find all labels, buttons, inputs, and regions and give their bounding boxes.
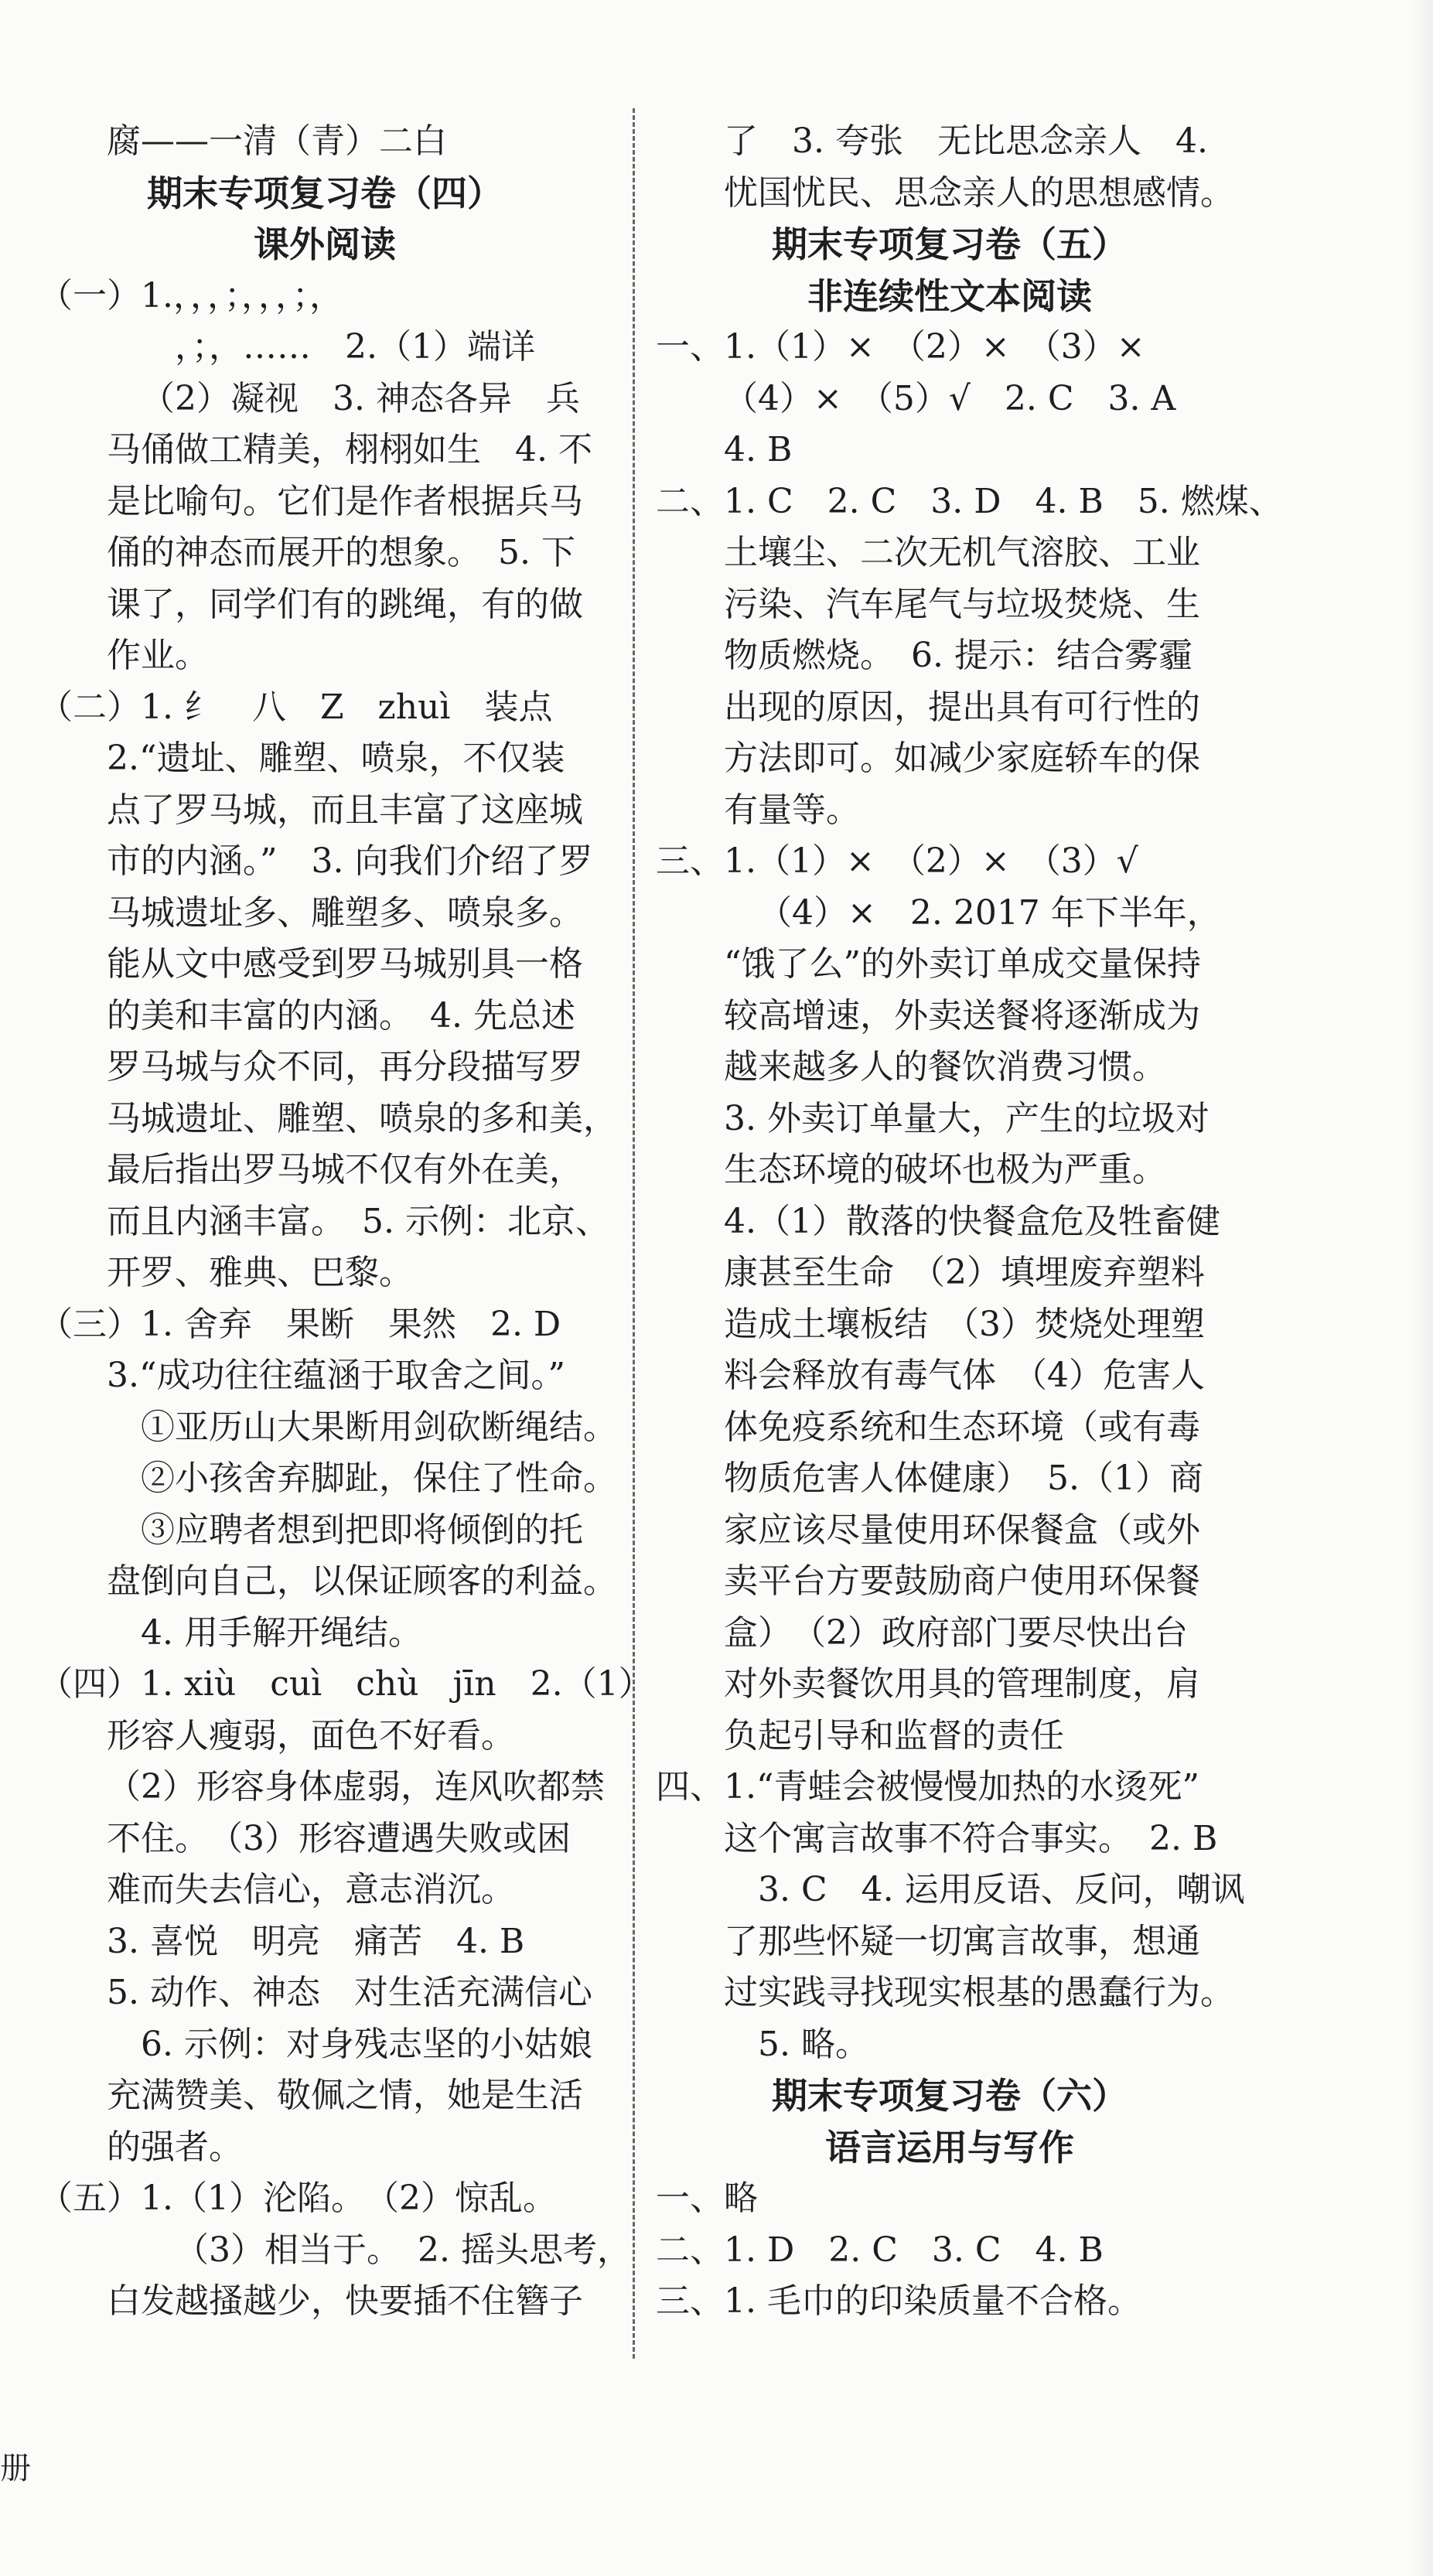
answer-line: 体免疫系统和生态环境（或有毒 [724,1407,1200,1447]
answer-line: 二、1. C 2. C 3. D 4. B 5. 燃煤、 [656,481,1283,521]
answer-line: 负起引导和监督的责任 [724,1715,1064,1755]
answer-line: 马城遗址多、雕塑多、喷泉多。 [107,892,583,933]
answer-line: 4.（1）散落的快餐盒危及牲畜健 [724,1201,1220,1241]
answer-line: 卖平台方要鼓励商户使用环保餐 [724,1561,1200,1601]
answer-line: 作业。 [107,636,209,675]
scan-edge-shadow [1411,0,1433,2576]
answer-line: ③应聘者想到把即将倾倒的托 [141,1510,583,1550]
answer-line: 二、1. D 2. C 3. C 4. B [656,2230,1104,2270]
answer-line: 是比喻句。它们是作者根据兵马 [107,481,583,521]
answer-line: 课了，同学们有的跳绳，有的做 [107,584,583,624]
answer-line: 充满赞美、敬佩之情，她是生活 [107,2076,583,2115]
section-heading: 期末专项复习卷（六） [772,2075,1128,2117]
answer-line: 四、1.“青蛙会被慢慢加热的水烫死” [656,1767,1199,1807]
left-answer-column [39,116,653,2328]
answer-line: 开罗、雅典、巴黎。 [107,1253,413,1292]
answer-line: 造成土壤板结 （3）焚烧处理塑 [724,1304,1205,1344]
answer-line: 6. 示例：对身残志坚的小姑娘 [141,2024,592,2064]
answer-line: 一、略 [656,2179,758,2218]
answer-line: 5. 动作、神态 对生活充满信心 [107,1973,592,2012]
answer-line: 这个寓言故事不符合事实。 2. B [724,1818,1218,1858]
answer-line: （2）形容身体虚弱，连风吹都禁 [107,1767,605,1807]
answer-line: 的美和丰富的内涵。 4. 先总述 [107,995,575,1036]
answer-line: 而且内涵丰富。 5. 示例：北京、 [107,1201,609,1241]
answer-line: 盘倒向自己，以保证顾客的利益。 [107,1561,617,1601]
answer-line: 一、1.（1）× （2）× （3）× [656,327,1145,367]
answer-line: 生态环境的破坏也极为严重。 [724,1150,1166,1189]
section-heading: 非连续性文本阅读 [807,275,1092,317]
answer-line: （四）1. xiù cuì chù jīn 2.（1） [39,1664,653,1704]
answer-line: 污染、汽车尾气与垃圾焚烧、生 [724,584,1200,624]
section-heading: 语言运用与写作 [825,2126,1074,2168]
answer-line: （4）× （5）√ 2. C 3. A [724,378,1176,418]
answer-line: ，；，…… 2.（1）端详 [175,327,535,367]
answer-line: 了那些怀疑一切寓言故事，想通 [724,1921,1200,1961]
answer-line: 家应该尽量使用环保餐盒（或外 [724,1510,1200,1550]
answer-line: 5. 略。 [758,2024,869,2064]
answer-line: 物质燃烧。 6. 提示：结合雾霾 [724,636,1192,675]
answer-line: 出现的原因，提出具有可行性的 [724,687,1200,727]
answer-line: “饿了么”的外卖订单成交量保持 [724,944,1201,984]
answer-line: 对外卖餐饮用具的管理制度，肩 [724,1664,1200,1704]
answer-line: 罗马城与众不同，再分段描写罗 [107,1047,583,1087]
answer-line: （五）1.（1）沦陷。 （2）惊乱。 [39,2179,557,2218]
answer-line: 的强者。 [107,2127,243,2167]
page-footer-fragment: 册 [0,2451,31,2486]
answer-line: 方法即可。如减少家庭轿车的保 [724,739,1200,778]
answer-line: 3. 喜悦 明亮 痛苦 4. B [107,1921,525,1961]
answer-line: 马俑做工精美，栩栩如生 4. 不 [107,430,592,469]
answer-line: 不住。 （3）形容遭遇失败或困 [107,1818,571,1858]
answer-line: 忧国忧民、思念亲人的思想感情。 [724,172,1234,213]
answer-line: 难而失去信心，意志消沉。 [107,1870,515,1909]
answer-line: 4. B [724,430,793,469]
answer-line: 了 3. 夸张 无比思念亲人 4. [724,121,1208,161]
section-heading: 期末专项复习卷（五） [772,223,1128,265]
answer-line: （三）1. 舍弃 果断 果然 2. D [39,1304,561,1344]
answer-line: 市的内涵。” 3. 向我们介绍了罗 [107,841,593,881]
answer-line: 3.“成功往往蕴涵于取舍之间。” [107,1356,565,1395]
answer-line: 马城遗址、雕塑、喷泉的多和美， [107,1098,617,1138]
answer-line: 3. 外卖订单量大，产生的垃圾对 [724,1098,1210,1138]
answer-line: 俑的神态而展开的想象。 5. 下 [107,533,575,572]
answer-line: 4. 用手解开绳结。 [141,1612,422,1653]
answer-line: 形容人瘦弱，面色不好看。 [107,1715,515,1755]
answer-line: （一）1.，，，；，，，；， [39,275,343,316]
right-answer-column [656,116,1283,2328]
answer-line: 料会释放有毒气体 （4）危害人 [724,1356,1205,1395]
answer-line: 3. C 4. 运用反语、反问，嘲讽 [758,1870,1245,1909]
answer-line: 三、1. 毛巾的印染质量不合格。 [656,2281,1141,2321]
answer-line: 2.“遗址、雕塑、喷泉，不仅装 [107,739,565,778]
answer-line: 能从文中感受到罗马城别具一格 [107,944,583,984]
answer-line: ②小孩舍弃脚趾，保住了性命。 [141,1459,617,1498]
answer-line: （3）相当于。 2. 摇头思考， [175,2230,631,2270]
answer-line: （2）凝视 3. 神态各异 兵 [141,378,580,418]
answer-line: 土壤尘、二次无机气溶胶、工业 [724,533,1200,572]
answer-line: 最后指出罗马城不仅有外在美， [107,1150,583,1189]
answer-line: 较高增速，外卖送餐将逐渐成为 [724,995,1200,1036]
answer-line: 过实践寻找现实根基的愚蠢行为。 [724,1973,1234,2012]
answer-line: 有量等。 [724,790,860,830]
answer-line: 越来越多人的餐饮消费习惯。 [724,1047,1166,1087]
answer-line: 康甚至生命 （2）填埋废弃塑料 [724,1253,1205,1292]
section-heading: 课外阅读 [254,223,396,265]
answer-line: 盒） （2）政府部门要尽快出台 [724,1612,1188,1653]
answer-line: 点了罗马城，而且丰富了这座城 [107,790,583,830]
answer-line: （4）× 2. 2017 年下半年， [758,892,1221,933]
answer-line: 白发越搔越少，快要插不住簪子 [107,2281,583,2321]
answer-line: 腐——一清（青）二白 [107,121,447,161]
answer-line: 三、1.（1）× （2）× （3）√ [656,841,1138,881]
section-heading: 期末专项复习卷（四） [147,172,503,214]
answer-line: ①亚历山大果断用剑砍断绳结。 [141,1407,617,1447]
column-divider [633,108,635,2359]
answer-line: （二）1. 纟 八 Z zhuì 装点 [39,687,553,727]
answer-line: 物质危害人体健康） 5.（1）商 [724,1459,1203,1498]
